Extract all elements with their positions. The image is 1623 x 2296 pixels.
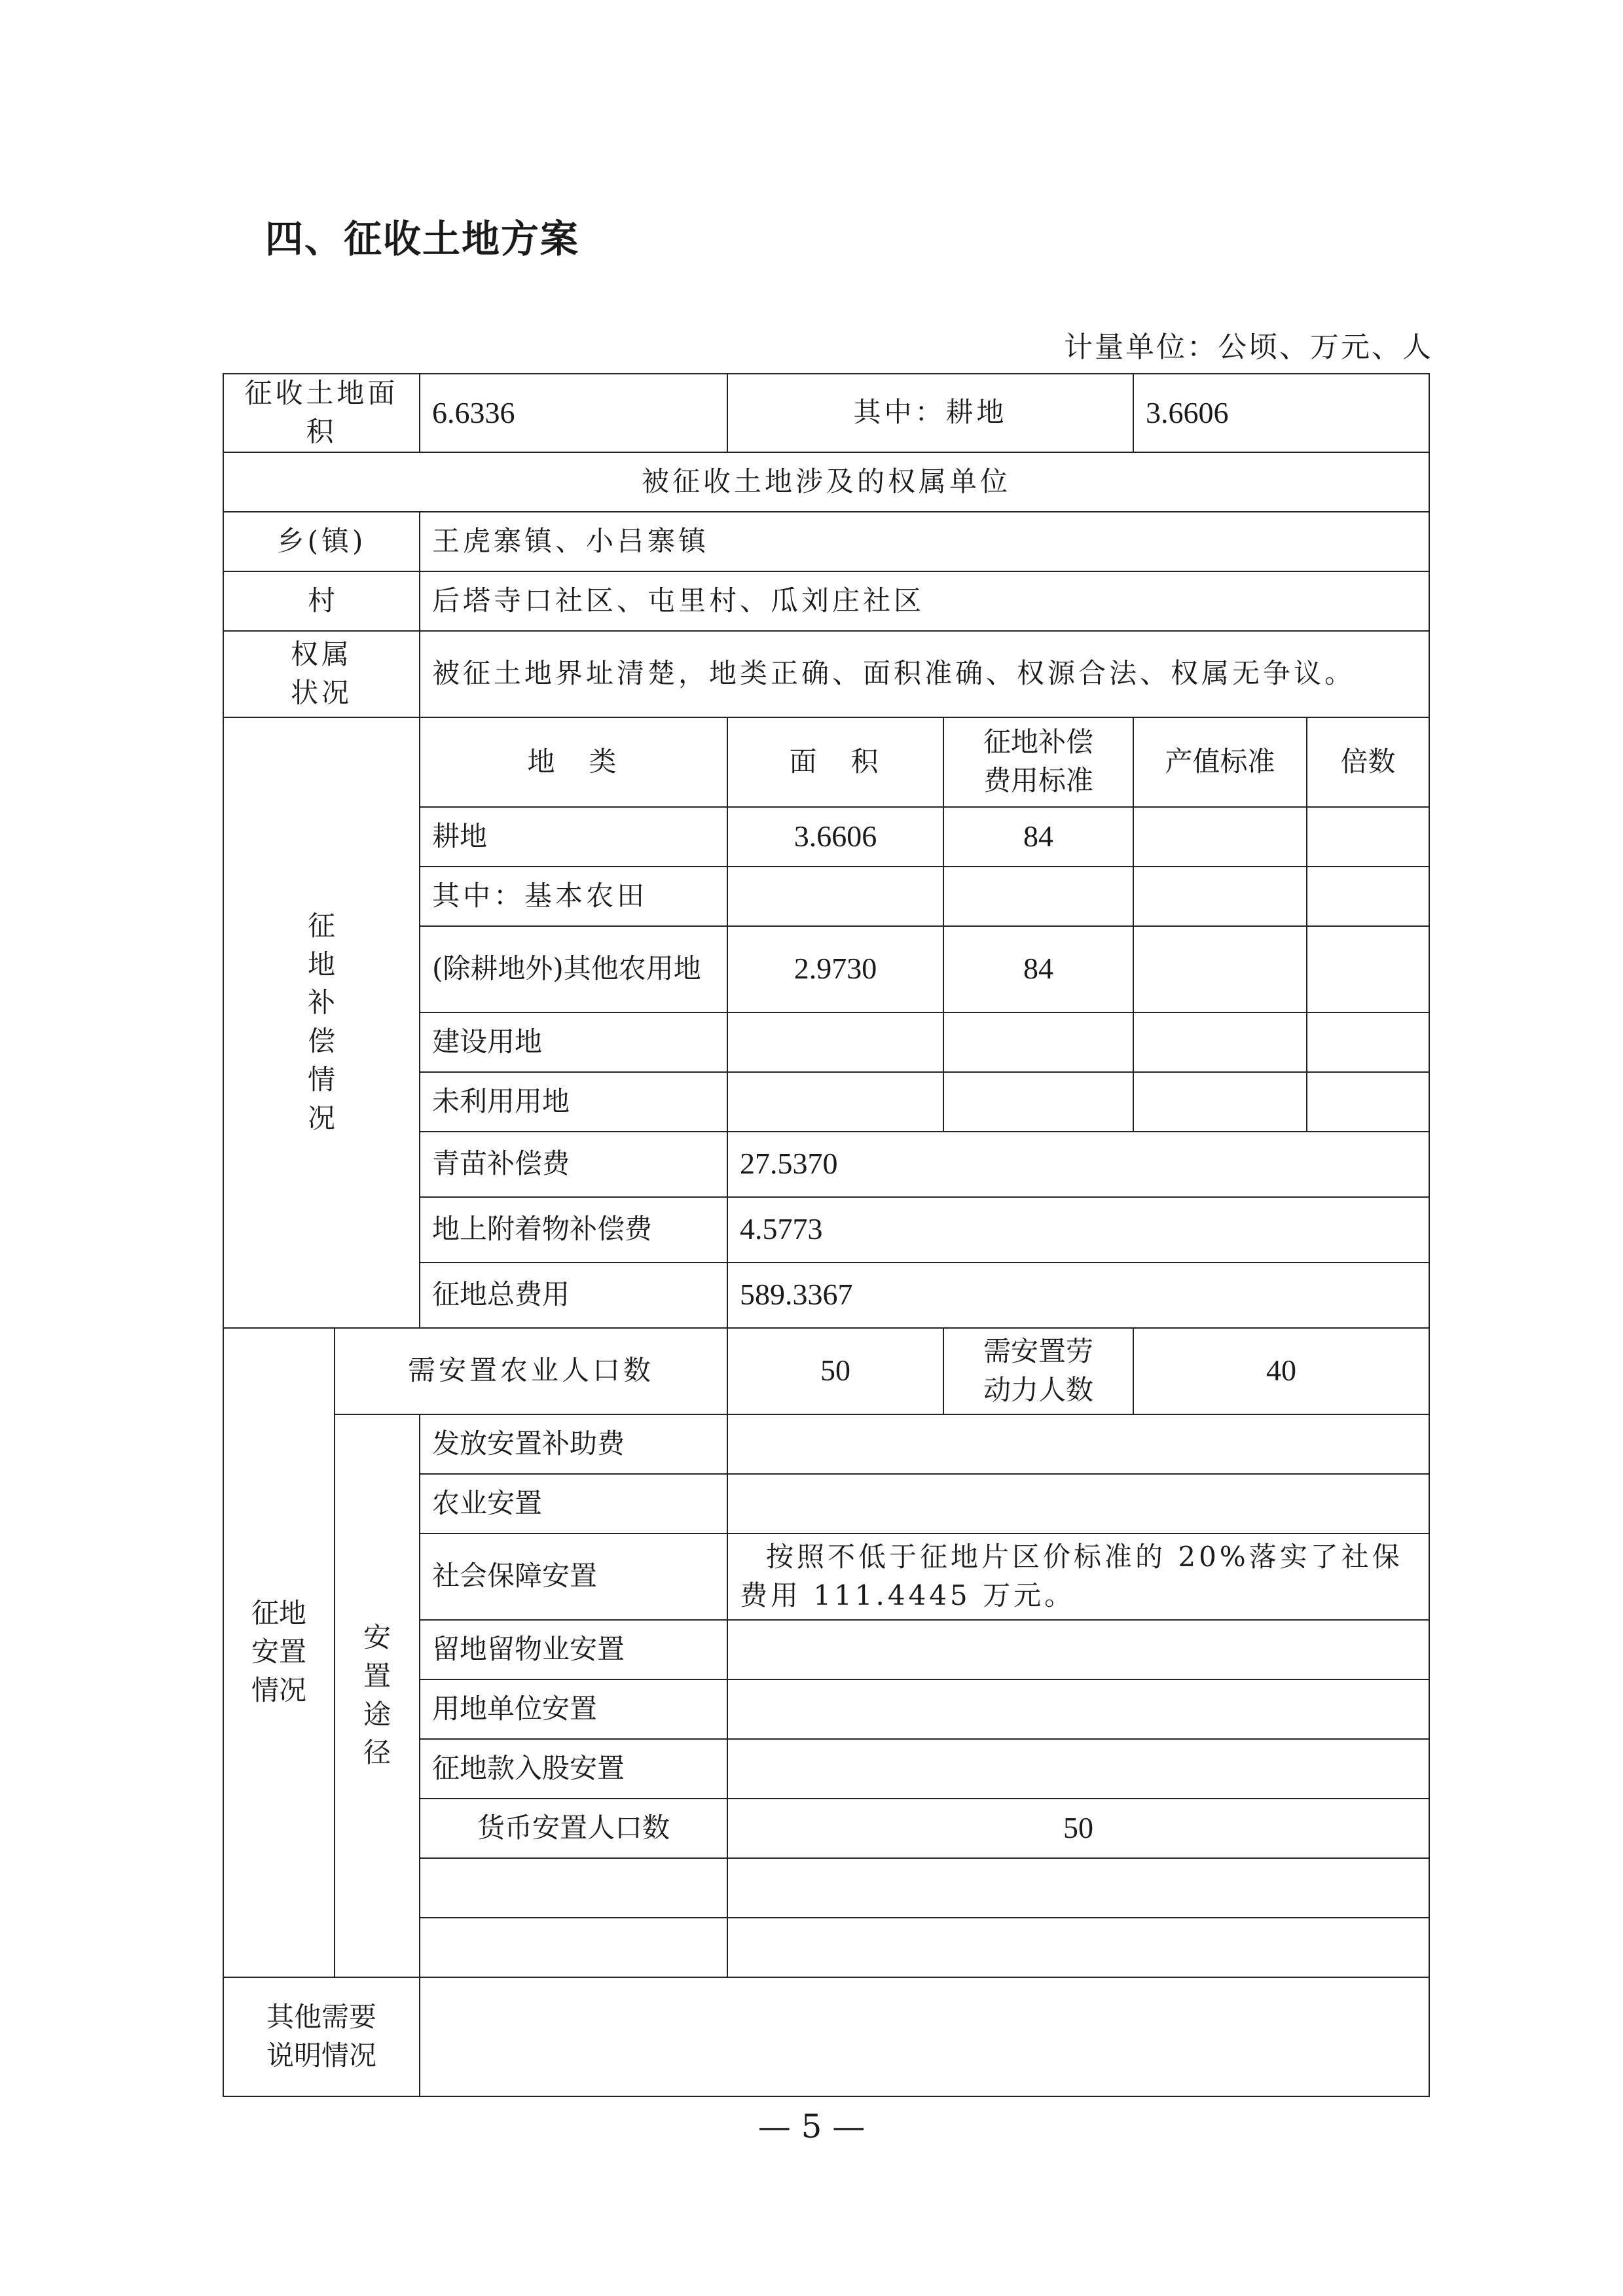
header-standard-line1: 征地补偿: [983, 726, 1094, 759]
other-notes-value: [420, 1977, 1429, 2096]
header-standard-line2: 费用标准: [983, 764, 1094, 797]
standard-cell: [943, 867, 1133, 926]
standard-cell: 84: [943, 926, 1133, 1013]
output-cell: [1133, 807, 1307, 867]
output-cell: [1133, 1072, 1307, 1132]
header-output: 产值标准: [1133, 717, 1307, 807]
ag-pop-label: 需安置农业人口数: [335, 1328, 727, 1414]
ownership-section-title: 被征收土地涉及的权属单位: [223, 452, 1429, 512]
route-label: 留地留物业安置: [420, 1620, 727, 1679]
compensation-label-char: 地: [308, 948, 336, 980]
standard-cell: 84: [943, 807, 1133, 867]
labor-value: 40: [1133, 1328, 1429, 1414]
area-row: [223, 374, 1429, 452]
total-fee-label: 征地总费用: [420, 1263, 727, 1328]
area-cell: 2.9730: [727, 926, 943, 1013]
empty-cell: [420, 1918, 727, 1977]
standard-cell: [943, 1013, 1133, 1072]
attachment-fee-label: 地上附着物补偿费: [420, 1197, 727, 1263]
compensation-label-char: 情: [308, 1063, 336, 1096]
route-value: 50: [727, 1799, 1429, 1858]
route-label: 发放安置补助费: [420, 1414, 727, 1474]
area-label: 征收土地面积: [223, 374, 420, 452]
output-cell: [1133, 926, 1307, 1013]
crop-fee-label: 青苗补偿费: [420, 1132, 727, 1197]
area-cell: [727, 1013, 943, 1072]
compensation-label-char: 征: [308, 909, 336, 942]
route-label: 货币安置人口数: [420, 1799, 727, 1858]
multiple-cell: [1307, 1013, 1429, 1072]
resettlement-section-label: [223, 1328, 335, 1977]
route-label-char: 径: [363, 1736, 392, 1769]
unit-note: 计量单位：公顷、万元、人: [1064, 331, 1433, 364]
cultivated-label: 其中：耕地: [727, 374, 1133, 452]
compensation-label-char: 况: [308, 1102, 336, 1134]
route-value: [727, 1474, 1429, 1534]
area-cell: [727, 867, 943, 926]
labor-label-line2: 动力人数: [983, 1373, 1094, 1406]
other-notes-label: [223, 1977, 420, 2096]
resettlement-label-line: 征地: [251, 1597, 306, 1630]
ownership-status-label: [223, 631, 420, 717]
land-type-cell: (除耕地外)其他农用地: [420, 926, 727, 1013]
empty-cell: [727, 1918, 1429, 1977]
township-value: 王虎寨镇、小吕寨镇: [420, 512, 1429, 571]
ag-pop-value: 50: [727, 1328, 943, 1414]
empty-cell: [727, 1858, 1429, 1918]
route-label: 用地单位安置: [420, 1679, 727, 1739]
land-type-cell: 耕地: [420, 807, 727, 867]
other-notes-label-line1: 其他需要: [266, 2000, 377, 2033]
township-label: 乡(镇): [223, 512, 420, 571]
other-notes-label-line2: 说明情况: [266, 2039, 377, 2072]
land-type-cell: 其中：基本农田: [420, 867, 727, 926]
route-label: 农业安置: [420, 1474, 727, 1534]
route-label-char: 安: [363, 1621, 392, 1653]
compensation-label-char: 偿: [308, 1025, 336, 1058]
ownership-status-value: 被征土地界址清楚，地类正确、面积准确、权源合法、权属无争议。: [420, 631, 1429, 717]
area-cell: [727, 1072, 943, 1132]
compensation-label-char: 补: [308, 986, 336, 1019]
standard-cell: [943, 1072, 1133, 1132]
ownership-status-label-line1: 权属: [291, 637, 353, 670]
land-type-cell: 建设用地: [420, 1013, 727, 1072]
empty-cell: [420, 1858, 727, 1918]
total-fee-value: 589.3367: [727, 1263, 1429, 1328]
village-label: 村: [223, 571, 420, 631]
header-land-type: 地 类: [420, 717, 727, 807]
route-value: [727, 1739, 1429, 1799]
multiple-cell: [1307, 1072, 1429, 1132]
crop-fee-value: 27.5370: [727, 1132, 1429, 1197]
labor-label-line1: 需安置劳: [983, 1335, 1094, 1367]
route-value: 按照不低于征地片区价标准的 20%落实了社保费用 111.4445 万元。: [727, 1534, 1429, 1620]
route-label-char: 途: [363, 1698, 392, 1731]
multiple-cell: [1307, 926, 1429, 1013]
area-cell: 3.6606: [727, 807, 943, 867]
route-value: [727, 1679, 1429, 1739]
area-value: 6.6336: [420, 374, 727, 452]
ownership-status-label-line2: 状况: [291, 676, 353, 709]
output-cell: [1133, 867, 1307, 926]
land-acquisition-form: [223, 373, 1430, 2097]
attachment-fee-value: 4.5773: [727, 1197, 1429, 1263]
page-heading: 四、征收土地方案: [265, 217, 580, 261]
multiple-cell: [1307, 807, 1429, 867]
land-type-cell: 未利用用地: [420, 1072, 727, 1132]
route-label-char: 置: [363, 1659, 392, 1692]
resettlement-label-line: 情况: [251, 1674, 306, 1706]
header-standard: [943, 717, 1133, 807]
output-cell: [1133, 1013, 1307, 1072]
multiple-cell: [1307, 867, 1429, 926]
route-section-label: [335, 1414, 420, 1977]
route-value: [727, 1414, 1429, 1474]
route-label: 征地款入股安置: [420, 1739, 727, 1799]
compensation-section-label: [223, 717, 420, 1328]
route-label: 社会保障安置: [420, 1534, 727, 1620]
cultivated-value: 3.6606: [1133, 374, 1429, 452]
page-number: — 5 —: [757, 2108, 866, 2145]
route-value: [727, 1620, 1429, 1679]
labor-label: [943, 1328, 1133, 1414]
village-value: 后塔寺口社区、屯里村、瓜刘庄社区: [420, 571, 1429, 631]
header-area: 面 积: [727, 717, 943, 807]
header-multiple: 倍数: [1307, 717, 1429, 807]
resettlement-label-line: 安置: [251, 1636, 306, 1668]
